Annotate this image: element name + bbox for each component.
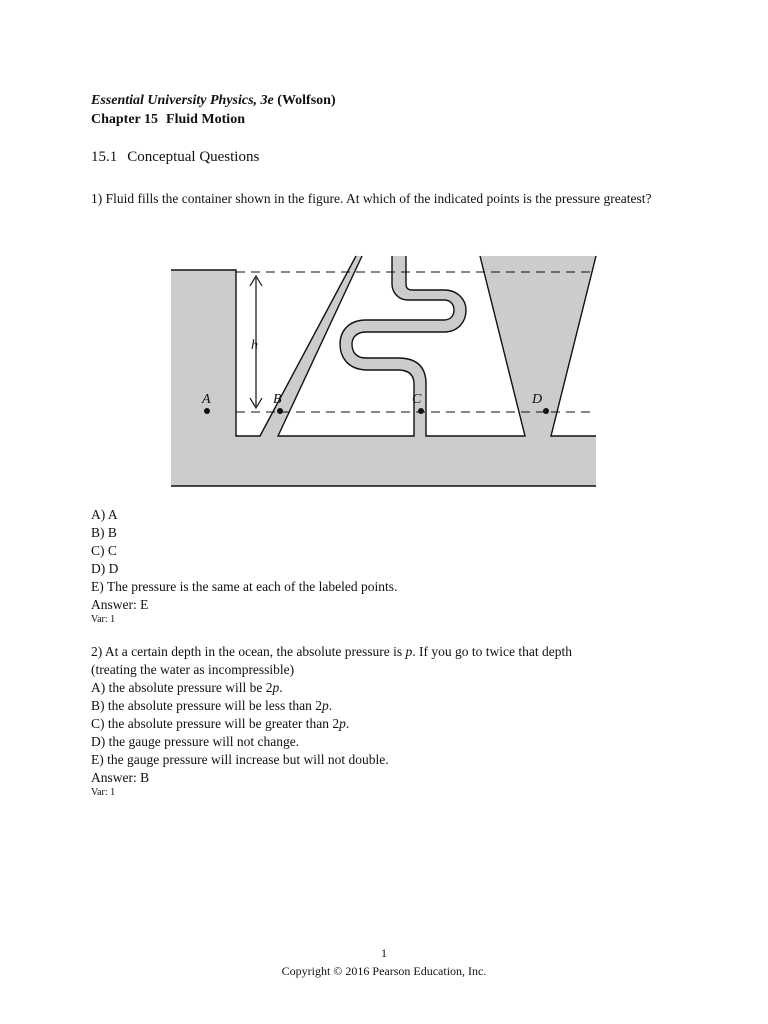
q2-choice-c bbox=[91, 715, 349, 733]
q1-answer: Answer: E bbox=[91, 597, 149, 612]
q2-choice-c-tail: . bbox=[345, 716, 350, 731]
page-number: 1 bbox=[381, 946, 387, 960]
question-2-text-line2: (treating the water as incompressible) bbox=[91, 662, 295, 677]
q2-choice-a bbox=[91, 679, 283, 697]
question-2-text bbox=[91, 643, 572, 661]
chapter-heading bbox=[91, 112, 245, 128]
q1-choice-b: B) B bbox=[91, 525, 117, 540]
point-d bbox=[543, 408, 549, 414]
section-number: 15.1 bbox=[91, 149, 118, 165]
q2-choice-a-tail: . bbox=[279, 680, 283, 695]
q2-text-var: p bbox=[405, 644, 413, 659]
h-label: h bbox=[251, 338, 258, 353]
q1-var: Var: 1 bbox=[91, 614, 116, 625]
q2-text-tail: . If you go to twice that depth bbox=[412, 644, 572, 659]
point-b bbox=[277, 408, 283, 414]
q1-choice-e: E) The pressure is the same at each of the labeled points. bbox=[91, 579, 398, 594]
q2-choice-c-var: p bbox=[339, 716, 346, 731]
q2-choice-c-lead: C) the absolute pressure will be greater than 2 bbox=[91, 716, 340, 731]
book-title bbox=[91, 93, 336, 109]
q2-text-lead: 2) At a certain depth in the ocean, the absolute pressure is bbox=[91, 644, 406, 659]
chapter-title: Fluid Motion bbox=[166, 112, 245, 127]
copyright-notice: Copyright © 2016 Pearson Education, Inc. bbox=[281, 964, 487, 978]
book-title-italic: Essential University Physics, 3e bbox=[91, 93, 274, 108]
point-d-label: D bbox=[532, 392, 543, 407]
q2-choice-b-lead: B) the absolute pressure will be less than 2 bbox=[91, 698, 322, 713]
q2-choice-d: D) the gauge pressure will not change. bbox=[91, 734, 300, 749]
question-1-text: 1) Fluid fills the container shown in the figure. At which of the indicated points is the pressure greatest? bbox=[91, 191, 652, 206]
fluid-region bbox=[171, 256, 596, 486]
q2-var: Var: 1 bbox=[91, 787, 116, 798]
point-c-label: C bbox=[412, 392, 422, 407]
point-a-label: A bbox=[202, 392, 211, 407]
chapter-label: Chapter 15 bbox=[91, 112, 159, 127]
container-figure bbox=[168, 250, 600, 490]
q2-choice-e: E) the gauge pressure will increase but will not double. bbox=[91, 752, 389, 767]
q2-choice-b-var: p bbox=[321, 698, 329, 713]
book-title-author: (Wolfson) bbox=[273, 93, 336, 108]
q2-answer: Answer: B bbox=[91, 770, 150, 785]
point-a bbox=[204, 408, 210, 414]
point-b-label: B bbox=[273, 392, 282, 407]
q2-choice-a-lead: A) the absolute pressure will be 2 bbox=[91, 680, 273, 695]
q2-choice-b-tail: . bbox=[328, 698, 333, 713]
section-heading bbox=[91, 149, 259, 166]
q1-choice-c: C) C bbox=[91, 543, 117, 558]
section-title: Conceptual Questions bbox=[127, 149, 260, 165]
q2-choice-b bbox=[91, 697, 332, 715]
q1-choice-a: A) A bbox=[91, 507, 118, 522]
q1-choice-d: D) D bbox=[91, 561, 119, 576]
q2-choice-a-var: p bbox=[272, 680, 280, 695]
point-c bbox=[418, 408, 424, 414]
